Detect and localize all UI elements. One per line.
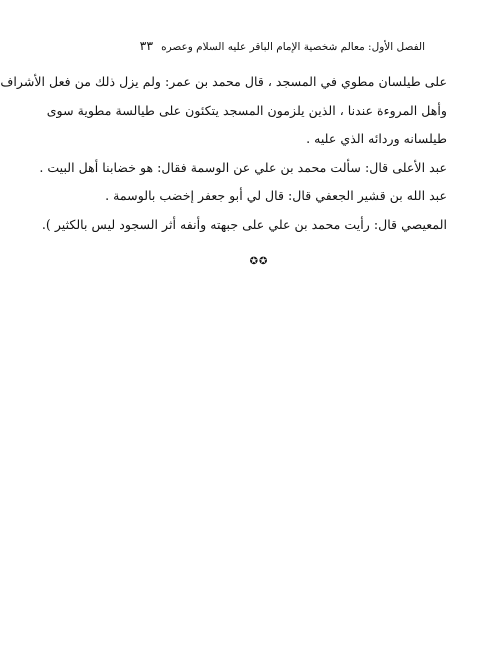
text-line: طيلسانه وردائه الذي عليه .	[306, 131, 447, 146]
text-line: عبد الأعلى قال: سألت محمد بن علي عن الوسمة فقال: هو خضابنا أهل البيت .	[39, 159, 447, 175]
text-line: عبد الله بن قشير الجعفي قال: قال لي أبو جعفر إخضب بالوسمة .	[105, 188, 447, 203]
text-line: المعيصي قال: رأيت محمد بن علي على جبهته وأنفه أثر السجود ليس بالكثير ).	[41, 216, 447, 232]
section-end-ornament: ✪✪	[249, 256, 269, 267]
page-number: ٣٣	[139, 38, 154, 53]
text-line: على طيلسان مطوي في المسجد ، قال محمد بن عمر: ولم يزل ذلك من فعل الأشراف	[0, 74, 447, 89]
running-header	[93, 38, 425, 60]
text-line: وأهل المروءة عندنا ، الذين يلزمون المسجد يتكئون على طيالسة مطوية سوى	[46, 102, 447, 118]
running-title: الفصل الأول: معالم شخصية الإمام الباقر عليه السلام وعصره	[161, 41, 425, 53]
body-text	[0, 68, 447, 239]
